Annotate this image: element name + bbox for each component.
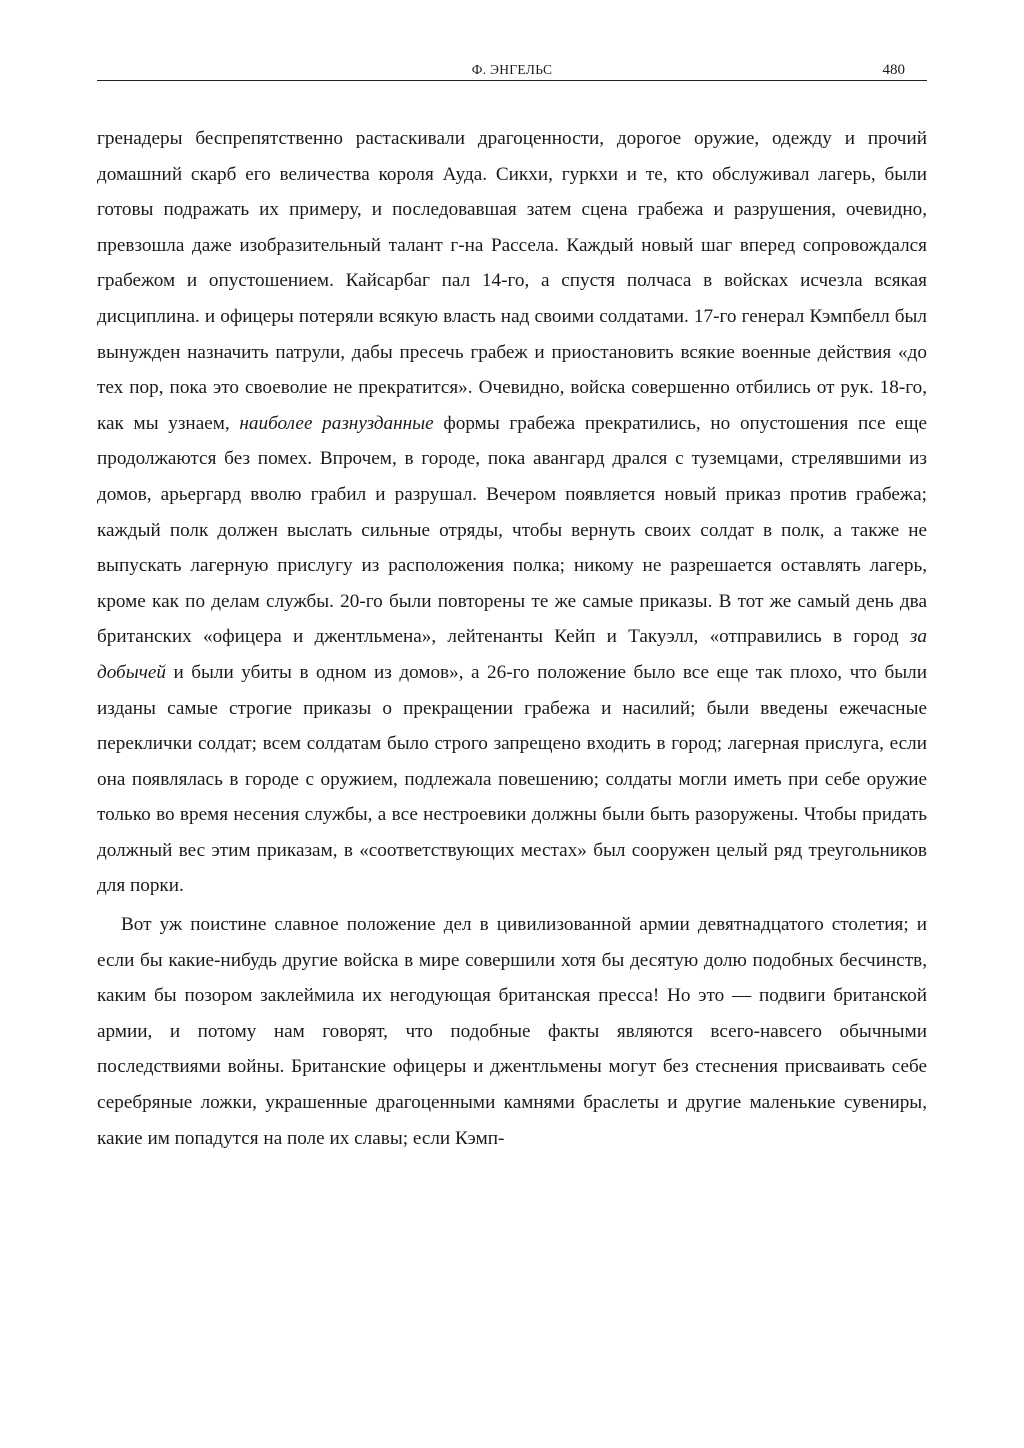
paragraph-2 bbox=[97, 907, 927, 1156]
document-page bbox=[97, 60, 927, 1156]
italic-emphasis: за добычей bbox=[97, 626, 927, 683]
text-run: Вот уж поистине славное положение дел в цивилизованной армии девятнадцатого столетия; и если бы какие-нибудь другие войска в мире совершили хотя бы десятую долю подобных бесчинств, каким бы позором заклеймила их негодующая британская пресса! Но это — подвиги британской армии, и потому нам говорят, что подобные факты являются всего-навсего обычными последствиями войны. Британские офицеры и джентльмены могут без стеснения присваивать себе серебряные ложки, украшенные драгоценными камнями браслеты и другие маленькие сувениры, какие им попадутся на поле их славы; если Кэмп- bbox=[97, 914, 927, 1149]
text-run: и были убиты в одном из домов», а 26-го положение было все еще так плохо, что были изданы самые строгие приказы о прекращении грабежа и насилий; были введены ежечасные переклички солдат; всем солдатам было строго запрещено входить в город; лагерная прислуга, если она появлялась в городе с оружием, подлежала повешению; солдаты могли иметь при себе оружие только во время несения службы, а все нестроевики должны были быть разоружены. Чтобы придать должный вес этим приказам, в «соответствующих местах» был сооружен целый ряд треугольников для порки. bbox=[97, 661, 927, 897]
paragraph-1 bbox=[97, 121, 927, 904]
text-run: формы грабежа прекратились, но опустошения псе еще продолжаются без помех. Впрочем, в городе, пока авангард дрался с туземцами, стрелявшими из домов, арьергард вволю грабил и разрушал. Вечером появляется новый приказ против грабежа; каждый полк должен выслать сильные отряды, чтобы вернуть своих солдат в полк, а также не выпускать лагерную прислугу из расположения полка; никому не разрешается оставлять лагерь, кроме как по делам службы. 20-го были повторены те же самые приказы. В тот же самый день два британских «офицера и джентльмена», лейтенанты Кейп и Такуэлл, «отправились в город bbox=[97, 412, 927, 648]
text-run: гренадеры беспрепятственно растаскивали драгоценности, дорогое оружие, одежду и прочий домашний скарб его величества короля Ауда. Сикхи, гуркхи и те, кто обслуживал лагерь, были готовы подражать их примеру, и последовавшая затем сцена грабежа и разрушения, очевидно, превзошла даже изобразительный талант г-на Рассела. Каждый новый шаг вперед сопровождался грабежом и опустошением. Кайсарбаг пал 14-го, а спустя полчаса в войсках исчезла всякая дисциплина. и офицеры потеряли всякую власть над своими солдатами. 17-го генерал Кэмпбелл был вынужден назначить патрули, дабы пресечь грабеж и приостановить всякие военные действия «до тех пор, пока это своеволие не прекратится». Очевидно, войска совершенно отбились от рук. 18-го, как мы узнаем, bbox=[97, 128, 927, 434]
running-title: Ф. ЭНГЕЛЬС bbox=[471, 62, 553, 77]
page-number: 480 bbox=[882, 62, 905, 78]
italic-emphasis: наиболее разнузданные bbox=[239, 412, 434, 434]
body-text bbox=[97, 121, 927, 1156]
running-header bbox=[97, 60, 927, 81]
